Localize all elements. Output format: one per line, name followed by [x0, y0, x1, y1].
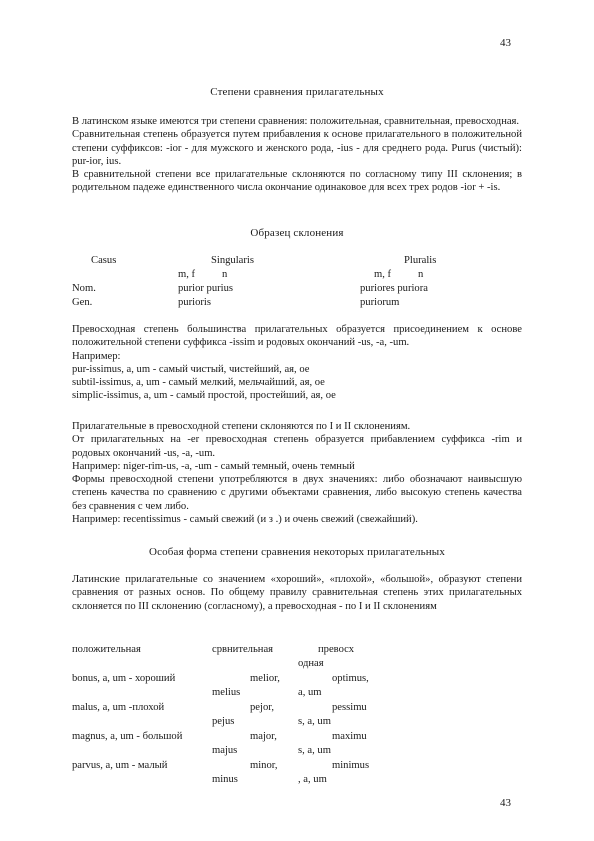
positive-cell: bonus, a, um - хороший	[72, 673, 176, 684]
positive-cell: magnus, a, um - большой	[72, 731, 183, 742]
row-case: Nom.	[72, 283, 96, 294]
comparative-cell-cont: minus	[212, 774, 238, 785]
example-line: simplic-issimus, a, um - самый простой, простейший, ая, ое	[72, 390, 336, 402]
comparative-cell-cont: pejus	[212, 716, 235, 727]
row-plural: puriorum	[360, 297, 400, 308]
text-paragraph: Латинские прилагательные со значением «хороший», «плохой», «большой», образуют степени сравнения от разных основ. По общему правилу сравнительная степень этих прилагательных склоняется по III склонению (согласному), а превосходная - по I и II склонениям	[72, 574, 522, 612]
declension-note	[72, 420, 522, 526]
subheader-mf: m, f	[374, 269, 392, 280]
header-comparative: срвнительная	[212, 644, 274, 655]
positive-cell: malus, a, um -плохой	[72, 702, 165, 713]
superlative-cell: minimus	[332, 760, 370, 771]
superlative-cell: optimus,	[332, 673, 369, 684]
text-paragraph: От прилагательных на -er превосходная степень образуется прибавлением суффикса -rim и родовых окончаний -us, -a, -um.	[72, 434, 522, 459]
intro-paragraph: В латинском языке имеются три степени сравнения: положительная, сравнительная, превосходная.	[72, 116, 520, 127]
example-line: pur-issimus, a, um - самый чистый, чистейший, ая, ое	[72, 363, 310, 375]
text-line: Например:	[72, 350, 121, 362]
page-number-bottom: 43	[500, 797, 511, 809]
intro-paragraph: Сравнительная степень образуется путем прибавления к основе прилагательного в положительной степени суффиксов: -ior - для мужского и женского рода, -ius - для среднего рода. Purus (чистый): pur-ior, ius.	[72, 129, 522, 167]
superlative-text	[72, 323, 522, 403]
header-pluralis: Pluralis	[404, 255, 437, 266]
comparative-cell: pejor,	[250, 702, 274, 713]
comparative-cell-cont: majus	[212, 745, 238, 756]
text-paragraph: Формы превосходной степени употребляются в двух значениях: либо обозначают наивысшую степень качества по сравнению с другими объектами сравнения, либо высокую степень качества без сравнения с чем либо.	[72, 474, 522, 512]
header-casus: Casus	[91, 255, 117, 266]
superlative-cell-cont: s, a, um	[298, 716, 331, 727]
positive-cell: parvus, a, um - малый	[72, 760, 168, 771]
text-paragraph: Превосходная степень большинства прилагательных образуется присоединением к основе положительной степени суффикса -issim и родовых окончаний -us, -a, -um.	[72, 324, 522, 349]
comparative-cell: major,	[250, 731, 277, 742]
page-number-top: 43	[500, 37, 511, 49]
section-title: Степени сравнения прилагательных	[210, 86, 384, 98]
superlative-cell-cont: , a, um	[298, 774, 327, 785]
special-text	[72, 573, 522, 613]
header-singularis: Singularis	[211, 255, 254, 266]
row-case: Gen.	[72, 297, 93, 308]
subheader-n: n	[222, 269, 228, 280]
comparative-cell-cont: melius	[212, 687, 241, 698]
text-paragraph: Прилагательные в превосходной степени склоняются по I и II склонениям.	[72, 421, 411, 432]
superlative-cell-cont: a, um	[298, 687, 322, 698]
sample-title: Образец склонения	[250, 227, 344, 239]
row-singular: purioris	[178, 297, 211, 308]
superlative-cell: maximu	[332, 731, 367, 742]
header-positive: положительная	[72, 644, 141, 655]
superlative-cell-cont: s, a, um	[298, 745, 331, 756]
intro-text	[72, 115, 522, 195]
superlative-cell: pessimu	[332, 702, 367, 713]
special-title: Особая форма степени сравнения некоторых прилагательных	[149, 546, 445, 558]
example-line: subtil-issimus, a, um - самый мелкий, мельчайший, ая, ое	[72, 377, 325, 389]
example-line: Например: niger-rim-us, -a, -um - самый темный, очень темный	[72, 460, 355, 472]
header-superlative-cont: одная	[298, 658, 324, 669]
comparative-cell: melior,	[250, 673, 280, 684]
intro-paragraph: В сравнительной степени все прилагательные склоняются по согласному типу III склонения; в родительном падеже единственного числа окончание одинаковое для всех трех родов -ior + -is.	[72, 169, 522, 194]
subheader-n: n	[418, 269, 424, 280]
row-plural: puriores puriora	[360, 283, 428, 294]
row-singular: purior purius	[178, 283, 234, 294]
header-superlative: превосх	[318, 644, 355, 655]
example-line: Например: recentissimus - самый свежий (и з .) и очень свежий (свежайший).	[72, 514, 418, 526]
comparative-cell: minor,	[250, 760, 278, 771]
subheader-mf: m, f	[178, 269, 196, 280]
